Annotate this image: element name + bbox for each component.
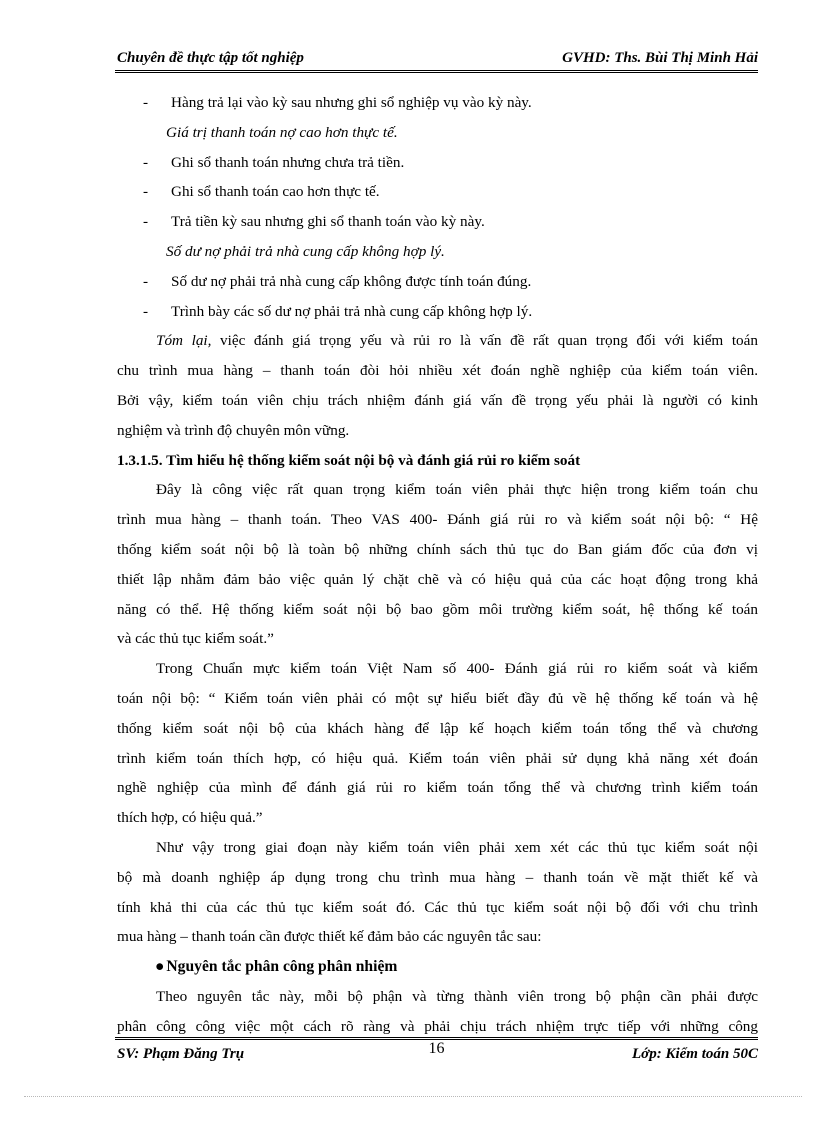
paragraph-line <box>117 922 758 952</box>
paragraph-text: và các thủ tục kiểm soát.” <box>117 630 274 648</box>
paragraph-text: phân công công việc một cách rõ ràng và phải chịu trách nhiệm trực tiếp với những công <box>117 1017 758 1035</box>
list-item-text: Hàng trả lại vào kỳ sau nhưng ghi sổ nghiệp vụ vào kỳ này. <box>171 94 532 111</box>
paragraph-text: tính khả thi của các thủ tục kiểm soát đó. Các thủ tục kiểm soát nội bộ đối với chu trình <box>117 898 758 916</box>
paragraph-text: thống kiểm soát nội bộ là toàn bộ những chính sách thủ tục do Ban giám đốc của đơn vị <box>117 540 758 558</box>
list-item <box>117 267 758 297</box>
paragraph-line <box>117 595 758 625</box>
header-right-advisor: GVHD: Ths. Bùi Thị Minh Hải <box>562 50 758 66</box>
subheading-text: Giá trị thanh toán nợ cao hơn thực tế. <box>166 123 398 141</box>
paragraph-text: chu trình mua hàng – thanh toán đòi hỏi nhiều xét đoán nghề nghiệp của kiểm toán viên. <box>117 362 758 380</box>
paragraph-text: trình kiểm toán thích hợp, có hiệu quả. Kiểm toán viên phải sử dụng khả năng xét đoán <box>117 749 758 767</box>
paragraph-line <box>117 714 758 744</box>
list-item <box>117 88 758 118</box>
dash-marker: - <box>143 272 149 290</box>
paragraph-text: thích hợp, có hiệu quả.” <box>117 809 263 827</box>
paragraph-text: Như vậy trong giai đoạn này kiểm toán viên phải xem xét các thủ tục kiểm soát nội <box>156 838 758 856</box>
list-item <box>117 207 758 237</box>
paragraph-text: Trong Chuẩn mực kiểm toán Việt Nam số 400- Đánh giá rủi ro kiểm soát và kiểm <box>156 660 758 678</box>
subheading-italic <box>117 237 758 267</box>
dash-marker: - <box>143 183 149 201</box>
page-number: 16 <box>428 1040 445 1057</box>
paragraph-text: việc đánh giá trọng yếu và rủi ro là vấn đề rất quan trọng đối với kiểm toán <box>211 332 758 350</box>
section-heading-text: 1.3.1.5. Tìm hiểu hệ thống kiểm soát nội bộ và đánh giá rủi ro kiểm soát <box>117 451 581 469</box>
bullet-heading-text: Nguyên tắc phân công phân nhiệm <box>166 958 398 976</box>
paragraph-line <box>117 803 758 833</box>
paragraph-line <box>117 356 758 386</box>
paragraph-line <box>117 893 758 923</box>
dash-marker: - <box>143 302 149 320</box>
header-left-title: Chuyên đề thực tập tốt nghiệp <box>117 50 304 66</box>
paragraph-text: bộ mà doanh nghiệp áp dụng trong chu trình mua hàng – thanh toán về mặt thiết kế và <box>117 868 758 886</box>
list-item-text: Trả tiền kỳ sau nhưng ghi sổ thanh toán vào kỳ này. <box>171 213 485 231</box>
dash-marker: - <box>143 153 149 171</box>
paragraph-text: năng có thể. Hệ thống kiểm soát nội bộ bao gồm môi trường kiểm soát, hệ thống kế toán <box>117 600 758 618</box>
list-item-text: Số dư nợ phải trả nhà cung cấp không được tính toán đúng. <box>171 272 532 290</box>
list-item <box>117 297 758 327</box>
page-footer <box>115 1037 758 1066</box>
list-item <box>117 177 758 207</box>
paragraph-line <box>117 744 758 774</box>
paragraph-line <box>117 684 758 714</box>
list-item-text: Ghi sổ thanh toán nhưng chưa trả tiền. <box>171 153 405 171</box>
paragraph-line <box>117 326 758 356</box>
paragraph-line <box>117 386 758 416</box>
italic-lead: Tóm lại, <box>156 332 212 350</box>
bullet-heading <box>117 952 758 982</box>
list-item-text: Trình bày các số dư nợ phải trả nhà cung cấp không hợp lý. <box>171 302 533 320</box>
paragraph-line <box>117 654 758 684</box>
paragraph-text: Bởi vậy, kiểm toán viên chịu trách nhiệm đánh giá vấn đề trọng yếu phải là người có kinh <box>117 391 758 409</box>
paragraph-line <box>117 475 758 505</box>
page-body <box>117 88 758 1042</box>
dash-marker: - <box>143 213 149 231</box>
paragraph-line <box>117 863 758 893</box>
paragraph-line <box>117 624 758 654</box>
dash-marker: - <box>143 94 149 111</box>
paragraph-text: mua hàng – thanh toán cần được thiết kế đảm bảo các nguyên tắc sau: <box>117 928 542 946</box>
page-bottom-rule <box>24 1096 802 1097</box>
paragraph-line <box>117 833 758 863</box>
paragraph-line <box>117 505 758 535</box>
page-header <box>115 48 758 73</box>
subheading-italic <box>117 118 758 148</box>
paragraph-line <box>117 982 758 1012</box>
paragraph-line <box>117 416 758 446</box>
paragraph-line <box>117 535 758 565</box>
footer-class: Lớp: Kiểm toán 50C <box>632 1046 758 1062</box>
bullet-icon: ● <box>155 958 165 976</box>
footer-student: SV: Phạm Đăng Trụ <box>117 1046 245 1062</box>
paragraph-text: nghề nghiệp của mình để đánh giá rủi ro kiểm toán tổng thể và chương trình kiểm toán <box>117 779 758 797</box>
paragraph-text: thiết lập nhằm đảm bảo việc quản lý chặt chẽ và có hiệu quả của các hoạt động trong khả <box>117 570 758 588</box>
paragraph-text: Đây là công việc rất quan trọng kiểm toán viên phải thực hiện trong kiểm toán chu <box>156 481 758 499</box>
paragraph-text: nghiệm và trình độ chuyên môn vững. <box>117 421 350 439</box>
subheading-text: Số dư nợ phải trả nhà cung cấp không hợp lý. <box>166 242 445 260</box>
list-item <box>117 148 758 178</box>
list-item-text: Ghi sổ thanh toán cao hơn thực tế. <box>171 183 380 201</box>
paragraph-line <box>117 565 758 595</box>
paragraph-text: thống kiểm soát nội bộ của khách hàng để lập kế hoạch kiểm toán tổng thể và chương <box>117 719 758 737</box>
paragraph-text: trình mua hàng – thanh toán. Theo VAS 400- Đánh giá rủi ro và kiểm soát nội bộ: “ Hệ <box>117 511 758 529</box>
paragraph-text: Theo nguyên tắc này, mỗi bộ phận và từng thành viên trong bộ phận cần phải được <box>156 987 758 1005</box>
section-heading <box>117 446 758 476</box>
paragraph-line <box>117 773 758 803</box>
paragraph-text: toán nội bộ: “ Kiểm toán viên phải có một sự hiểu biết đầy đủ về hệ thống kế toán và hệ <box>117 689 758 707</box>
